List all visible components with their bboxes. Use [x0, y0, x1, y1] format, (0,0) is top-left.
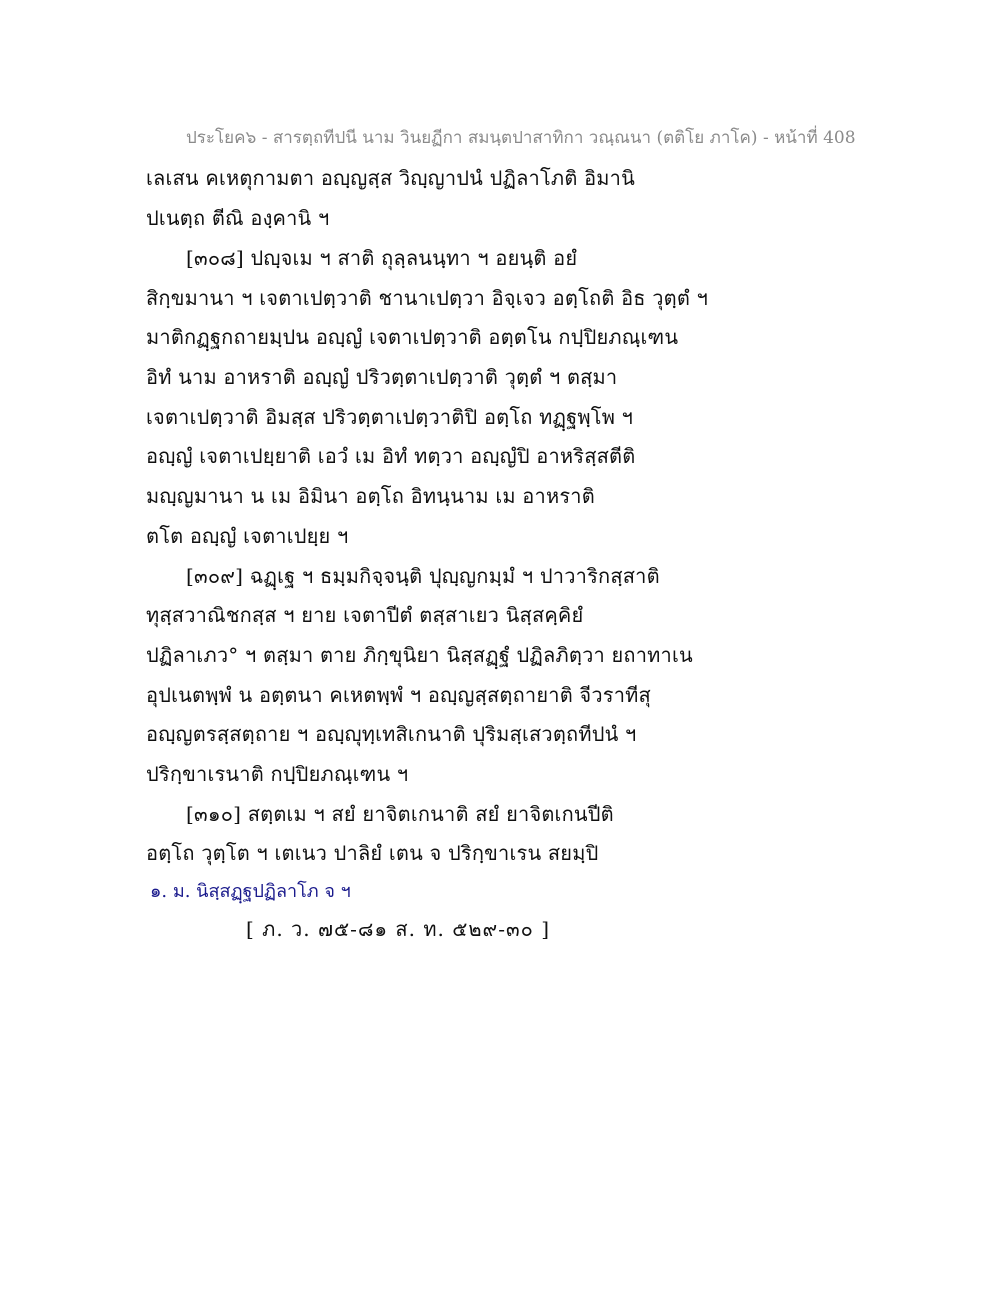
text-line: ปฏิลาเภว° ฯ ตสฺมา ตาย ภิกฺขุนิยา นิสฺสฏฺฐํ ปฏิลภิตฺวา ยถาทาเน — [146, 643, 693, 667]
text-line: มญฺญมานา น เม อิมินา อตฺโถ อิทนฺนาม เม อาหราติ — [146, 484, 595, 508]
page-header: ประโยค๖ - สารตฺถทีปนี นาม วินยฏีกา สมนฺตปาสาทิกา วณฺณนา (ตติโย ภาโค) - หน้าที่ 408 — [186, 128, 856, 148]
text-line: อุปเนตพฺพํ น อตฺตนา คเหตพฺพํ ฯ อญฺญสฺสตฺถายาติ จีวราทีสุ — [146, 683, 651, 707]
paragraph-start-310: [๓๑๐] สตฺตเม ฯ สยํ ยาจิตเกนาติ สยํ ยาจิตเกนปีติ — [186, 802, 614, 826]
text-line: ตโต อญฺญํ เจตาเปยฺย ฯ — [146, 524, 349, 548]
paragraph-start-309: [๓๐๙] ฉฏฺเฐ ฯ ธมฺมกิจฺจนฺติ ปุญฺญกมฺมํ ฯ ปาวาริกสฺสาติ — [186, 564, 660, 588]
paragraph-start-308: [๓๐๘] ปญฺจเม ฯ สาติ ถุลฺลนนฺทา ฯ อยนฺติ อยํ — [186, 246, 578, 270]
text-line: มาติกฏฺฐกถายมฺปน อญฺญํ เจตาเปตฺวาติ อตฺตโน กปฺปิยภณฺเฑน — [146, 325, 679, 349]
text-line: สิกฺขมานา ฯ เจตาเปตฺวาติ ชานาเปตฺวา อิจฺเจว อตฺโถติ อิธ วุตฺตํ ฯ — [146, 286, 709, 310]
text-line: เลเสน คเหตุกามตา อญฺญสฺส วิญฺญาปนํ ปฏิลาโภติ อิมานิ — [146, 166, 635, 190]
text-line: ปเนตฺถ ตีณิ องฺคานิ ฯ — [146, 206, 330, 230]
text-line: เจตาเปตฺวาติ อิมสฺส ปริวตฺตาเปตฺวาติปิ อตฺโถ ทฏฺฐพฺโพ ฯ — [146, 405, 634, 429]
footnote: ๑. ม. นิสฺสฏฺฐปฏิลาโภ จ ฯ — [150, 881, 351, 902]
text-line: อิทํ นาม อาหราติ อญฺญํ ปริวตฺตาเปตฺวาติ วุตฺตํ ฯ ตสฺมา — [146, 365, 618, 389]
page-reference: [ ภ. ว. ๗๕-๘๑ ส. ท. ๕๒๙-๓๐ ] — [246, 917, 551, 941]
text-line: ปริกฺขาเรนาติ กปฺปิยภณฺเฑน ฯ — [146, 762, 409, 786]
text-line: ทุสฺสวาณิชกสฺส ฯ ยาย เจตาปีตํ ตสฺสาเยว นิสฺสคฺคิยํ — [146, 603, 584, 627]
text-line: อตฺโถ วุตฺโต ฯ เตเนว ปาลิยํ เตน จ ปริกฺขาเรน สยมฺปิ — [146, 841, 599, 865]
text-line: อญฺญํ เจตาเปยฺยาติ เอวํ เม อิทํ ทตฺวา อญฺญํปิ อาหริสฺสตีติ — [146, 444, 636, 468]
text-line: อญฺญตรสฺสตฺถาย ฯ อญฺญุทฺเทสิเกนาติ ปุริมสฺเสวตฺถทีปนํ ฯ — [146, 722, 637, 746]
